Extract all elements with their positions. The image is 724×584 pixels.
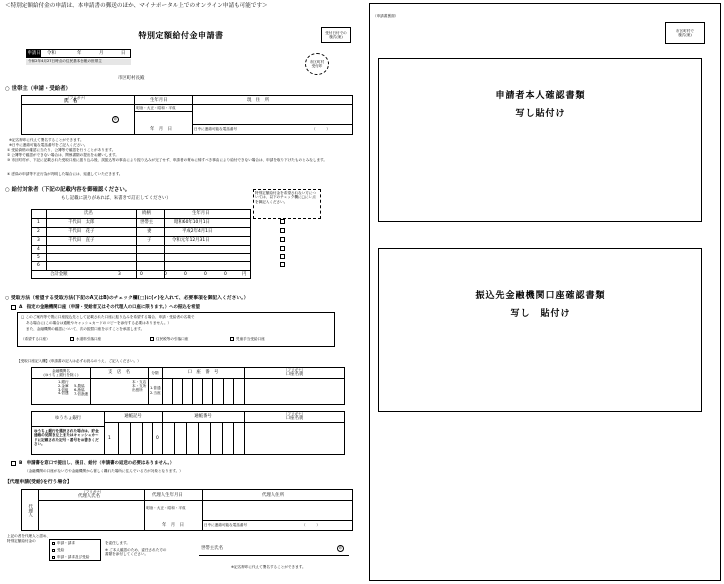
- bank-type-list: 1.銀行 2.金庫 3.信組 4.信連: [58, 380, 69, 396]
- delegation-text: 特別定額給付金の: [7, 539, 36, 543]
- row-number: 6: [37, 263, 40, 268]
- col-name: 氏名: [84, 211, 93, 216]
- circle-bullet-icon: ○: [5, 296, 11, 301]
- option-a-checkbox[interactable]: [11, 305, 16, 310]
- receipt-method-heading: ○ 受取方法（希望する受取方法(下記のA又はB)のチェック欄(□)に(✔)を入れて、必要事項を御記入ください。）: [5, 296, 249, 301]
- option-a-note: □ このご案内等で既に口座振込先として記載された口座に振り込みを希望する場合、申請・受給者の名義で: [21, 315, 195, 319]
- kind-checkbox[interactable]: [52, 556, 55, 559]
- branch-type-list: 本・支店 本・支所 出張所: [132, 380, 147, 392]
- applicant-furigana: （フリガナ）: [66, 96, 88, 100]
- row-number: 2: [37, 229, 40, 234]
- option-a-note: また、金融機関の確認について、次の振替口座を示すことを承諾します。: [26, 327, 145, 331]
- identity-document-title: 申請者本人確認書類: [495, 91, 586, 101]
- row-name: 千代田 太郎: [68, 220, 95, 225]
- option-a-notes: [17, 312, 335, 347]
- kind-label: 申請・請求: [57, 541, 75, 545]
- total-amount-label: 合計金額: [50, 272, 68, 277]
- total-digit: 0: [224, 272, 227, 277]
- option-a-note: ある場合に(この場合は通帳やキャッシュカードのコピーを添付する必要はありません。）: [26, 321, 172, 325]
- account-class-list: 1.普通 2.当座: [150, 386, 161, 395]
- delegation-text: 上記の者を代理人と認め、: [7, 534, 50, 538]
- note-line: ③ 市区町村が、下記に記載された受取口座に振り込み後、誤振込等の事由により振り込みが完了せず、申請者の責めに帰すべき事由により給付できない場合は、申請を取り下げたものとみなします。: [7, 158, 327, 162]
- targets-subheading: もし記載に誤りがあれば、朱書きで訂正してください）: [61, 196, 171, 201]
- targets-heading: ○ 給付対象者（下記の記載内容を御確認ください。: [5, 187, 131, 193]
- agent-birth-label: 代理人生年月日: [152, 493, 183, 498]
- delegation-kind-box: [49, 539, 101, 561]
- signature-footnote: ※記名押印に代えて署名することができます。: [231, 565, 306, 569]
- agent-furigana: （フリガナ）: [82, 490, 104, 494]
- passbook-symbol-suffix: 0: [156, 436, 159, 441]
- note-line: ※日中に連絡可能な電話番号をご記入ください。: [9, 143, 88, 147]
- yucho-bank-note: ゆうちょ銀行を選択された場合は、貯金通帳の見開き左上またはキャッシュカードに記載された記号・番号をお書きください。: [34, 429, 99, 446]
- applicant-address-label: 現 住 所: [247, 98, 269, 103]
- total-digit: 0: [140, 272, 143, 277]
- preferred-account-label: （希望する口座）: [21, 337, 50, 341]
- row-number: 5: [37, 255, 40, 260]
- opt-out-checkbox[interactable]: [280, 228, 285, 233]
- year-label: 年: [77, 51, 82, 56]
- water-bill-account-label: 水道料引落口座: [76, 337, 102, 341]
- option-b-note: （金融機関の口座がない方や金融機関から著しく離れた場所に住んでいる方が対象となります。）: [25, 469, 183, 473]
- circle-bullet-icon: ○: [5, 187, 12, 193]
- yucho-holder-header: 口座名義: [285, 416, 304, 422]
- reception-stamp-area: 市区町村 受付印: [305, 53, 329, 75]
- passbook-symbol-prefix: 1: [108, 436, 111, 441]
- passbook-symbol-header: 通帳記号: [124, 414, 142, 420]
- opt-out-checkbox[interactable]: [280, 254, 285, 259]
- base-date-note: 令和2年4月27日時点の住民基本台帳の世帯主: [26, 59, 131, 65]
- agent-heading: 【代理申請(受給)を行う場合】: [5, 480, 72, 485]
- yucho-holder-furigana: （フリガナ）: [283, 412, 306, 417]
- agent-phone-label: 日中に連絡可能な電話番号: [204, 523, 248, 527]
- row-relation: 世帯主: [140, 220, 154, 225]
- applicant-phone-label: 日中に連絡可能な電話番号: [194, 127, 238, 131]
- agent-side-label: 代理人: [27, 503, 33, 518]
- agent-name-label: 代理人氏名: [78, 494, 100, 499]
- applicant-name-label: 氏 名: [64, 99, 78, 104]
- water-bill-account-checkbox[interactable]: [70, 337, 74, 341]
- note-line: ② 公簿等で確認ができない場合は、関係書類の提出をお願いします。: [7, 153, 119, 157]
- opt-out-checkbox[interactable]: [280, 262, 285, 267]
- row-relation: 子: [147, 238, 152, 243]
- format-draft-box: 受付日付での 様式(案): [321, 27, 351, 43]
- kind-label: 申請・請求及び受給: [57, 555, 90, 559]
- child-allowance-account-label: 児童手当受給口座: [236, 337, 265, 341]
- yen-unit: 円: [242, 272, 247, 277]
- yucho-bank-label: ゆうちょ銀行: [54, 416, 82, 422]
- option-b-label: B 申請書を窓口で提出し、後日、給付（申請書の返送の必要はありません。）: [19, 461, 175, 466]
- applicant-table: （フリガナ） 氏 名 生年月日 現 住 所 明治・大正・昭和・平成 年 月 日 日中に連絡可能な電話番号 （ ） 印: [21, 95, 353, 135]
- delegation-text: を委任します。: [105, 541, 130, 545]
- identity-document-paste-area: [378, 58, 702, 222]
- account-number-header: 口 座 番 号: [187, 370, 219, 376]
- month-label: 月: [99, 51, 104, 56]
- total-digit: 0: [164, 272, 167, 277]
- row-name: 千代田 直子: [68, 238, 95, 243]
- applicant-birth-label: 生年月日: [150, 98, 168, 103]
- bank-fields-heading: 【受取口座記入欄】(申請書の記入は必ずお読みのうえ、ご記入ください。）: [17, 359, 141, 363]
- form-title: 特別定額給付金申請書: [138, 31, 224, 40]
- row-name: 千代田 花子: [68, 229, 95, 234]
- account-holder-header: 口座名義: [285, 372, 304, 378]
- identity-document-instruction: 写し貼付け: [515, 109, 566, 119]
- row-birthdate: 平成2年4月1日: [182, 229, 213, 234]
- bank-type-list: 5.農協 6.漁協 7.信漁連: [74, 384, 89, 396]
- era-label: 令和: [47, 51, 56, 56]
- account-type-header: 分類: [151, 370, 159, 375]
- agent-ymd: 年 月 日: [162, 523, 184, 528]
- row-number: 4: [37, 247, 40, 252]
- delegation-note: ※ ご本人確認のため、委任された方の書類を添付してください。: [105, 548, 167, 557]
- option-b-checkbox[interactable]: [11, 461, 16, 466]
- application-form-front: [3, 3, 359, 581]
- row-birthdate: 昭和60年10月1日: [174, 220, 210, 225]
- total-digit: 0: [184, 272, 187, 277]
- application-date-label: 申請日: [27, 51, 41, 57]
- bank-document-title: 振込先金融機関口座確認書類: [475, 291, 606, 301]
- note-line: ① 受給資格の確認に当たり、公簿等で確認を行うことがあります。: [7, 148, 116, 152]
- applicant-seal: 印: [113, 117, 118, 122]
- opt-out-checkbox[interactable]: [280, 237, 285, 242]
- agent-table: 代理人 （フリガナ） 代理人氏名 代理人生年月日 代理人住所 明治・大正・昭和・平成 年 月 日 日中に連絡可能な電話番号 （ ）: [21, 489, 353, 531]
- opt-out-checkbox[interactable]: [280, 246, 285, 251]
- note-line: ※記名押印に代えて署名することができます。: [9, 138, 84, 142]
- back-side-label: （申請書裏面）: [373, 14, 399, 18]
- agent-eras: 明治・大正・昭和・平成: [146, 506, 186, 510]
- addressee-text: 市区町村長殿: [118, 76, 145, 81]
- resident-tax-account-label: 住民税等の引落口座: [156, 337, 189, 341]
- applicant-ymd: 年 月 日: [150, 127, 172, 132]
- row-birthdate: 令和元年12月31日: [172, 238, 210, 243]
- applicant-heading: ○ 世帯主（申請・受給者）: [5, 86, 71, 92]
- child-allowance-account-checkbox[interactable]: [230, 337, 234, 341]
- bank-name-header: 金融機関名 (ゆうちょ銀行を除く): [43, 368, 79, 377]
- targets-table: [31, 209, 251, 279]
- kind-label: 受給: [57, 548, 65, 552]
- branch-name-header: 支 店 名: [108, 370, 130, 376]
- yucho-bank-table: [31, 411, 345, 455]
- application-date-row: [26, 49, 131, 58]
- opt-out-checkbox[interactable]: [280, 219, 285, 224]
- account-holder-furigana: （フリガナ）: [283, 368, 306, 373]
- applicant-eras: 明治・大正・昭和・平成: [136, 106, 176, 110]
- application-form-back: [369, 3, 721, 581]
- row-relation: 妻: [147, 229, 152, 234]
- col-relation: 続柄: [142, 211, 151, 216]
- row-number: 1: [37, 220, 40, 225]
- col-birthdate: 生年月日: [192, 211, 210, 216]
- kind-checkbox[interactable]: [52, 542, 55, 545]
- bank-document-instruction: 写し 貼付け: [510, 309, 571, 319]
- opt-out-note: 特別定額給付金を希望されない方については、以下のチェック欄に□にレ点を御記入ください。: [253, 189, 321, 219]
- agent-address-label: 代理人住所: [262, 493, 284, 498]
- online-application-banner: ＜特別定額給付金の申請は、本申請書の郵送のほか、マイナポータル上でのオンライン申請も可能です＞: [5, 3, 268, 9]
- day-label: 日: [121, 51, 126, 56]
- householder-name-label: 世帯主氏名: [201, 546, 223, 551]
- format-draft-box: 市区町村で 様式(案): [665, 22, 705, 44]
- total-digit: 0: [204, 272, 207, 277]
- signature-line: [199, 555, 349, 556]
- circle-bullet-icon: ○: [5, 86, 12, 92]
- row-number: 3: [37, 238, 40, 243]
- bank-account-document-paste-area: [378, 248, 702, 412]
- kind-checkbox[interactable]: [52, 549, 55, 552]
- passbook-number-header: 通帳番号: [194, 414, 212, 420]
- note-line: ④ 虚偽の申請等不正行為が判明した場合には、返還していただきます。: [7, 172, 123, 176]
- resident-tax-account-checkbox[interactable]: [150, 337, 154, 341]
- option-a-label: A 指定の金融機関口座（申請・受給者又はその代理人の口座に限ります。）への振込を希望: [19, 305, 200, 310]
- bank-account-table: [31, 367, 345, 405]
- total-digit: 3: [118, 272, 121, 277]
- householder-seal: 印: [338, 546, 343, 551]
